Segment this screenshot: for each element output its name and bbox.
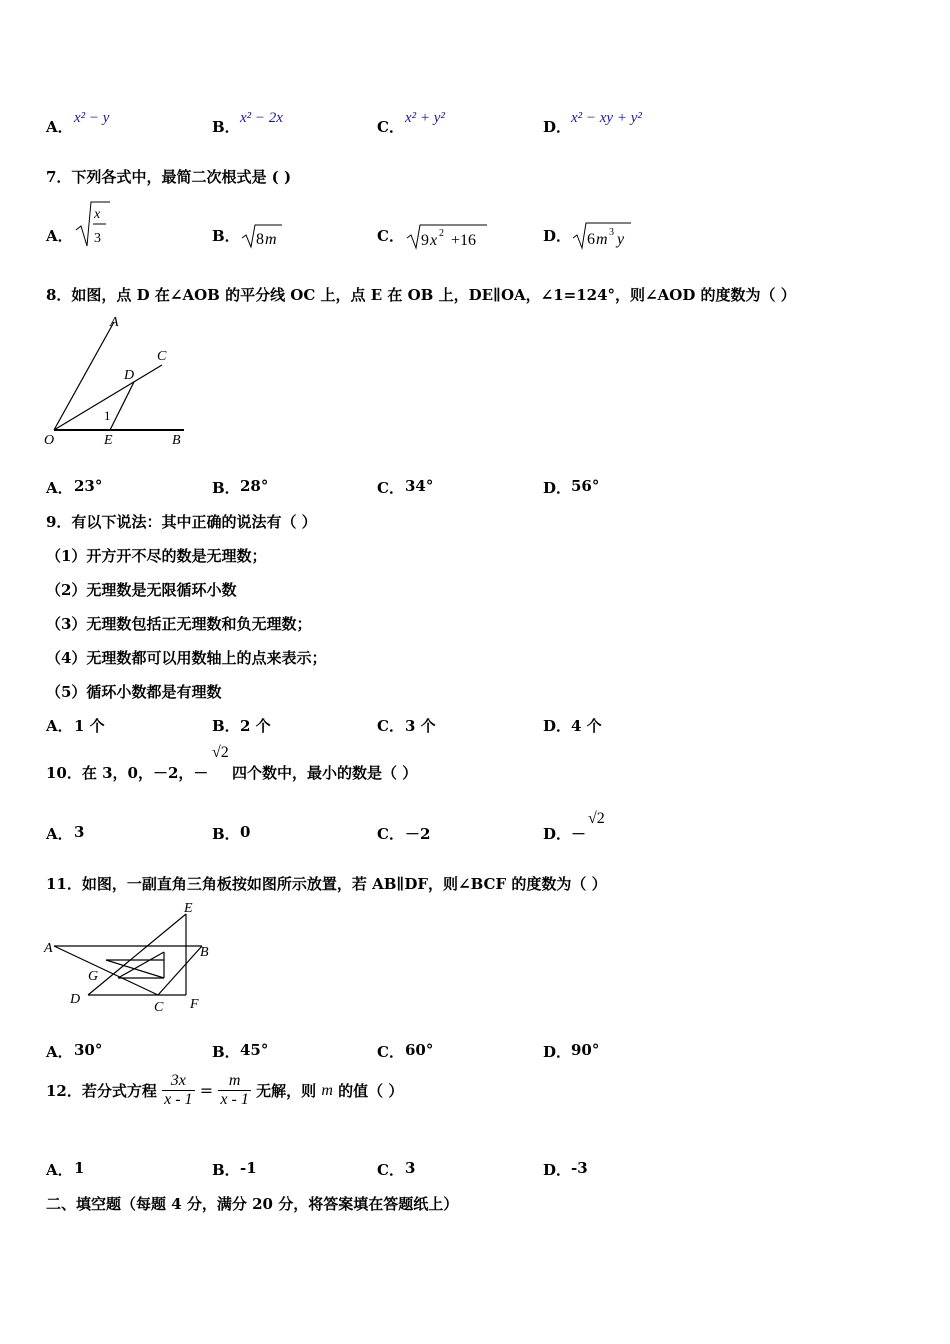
label-o: O (44, 433, 55, 448)
q6-option-c-expr: x² + y² (405, 110, 445, 126)
q7-option-b-expr (240, 222, 284, 250)
q8-stem: 8．如图，点 D 在∠AOB 的平分线 OC 上，点 E 在 OB 上，DE∥OA，∠1=124°，则∠AOD 的度数为（ ） (46, 286, 796, 304)
label-g: G (88, 969, 99, 984)
q11-option-d-letter: D． (543, 1043, 572, 1061)
label-angle-1: 1 (104, 408, 111, 423)
q10-stem-radical: √2 (212, 744, 229, 761)
q11-option-d-text: 90° (571, 1041, 600, 1059)
q8-option-b-text: 28° (240, 477, 269, 495)
q12-option-a-letter: A． (46, 1161, 73, 1179)
q7-option-d-letter: D． (543, 227, 572, 245)
q12-option-a-text: 1 (74, 1159, 85, 1177)
svg-text:+16: +16 (451, 232, 477, 249)
segment-de (88, 914, 186, 995)
q10-option-d-letter: D． (543, 825, 572, 843)
segment-ac (54, 946, 158, 995)
svg-text:m: m (265, 231, 277, 248)
q6-option-a-letter: A． (46, 118, 73, 136)
q9-statement-4: （4）无理数都可以用数轴上的点来表示； (46, 649, 327, 667)
q12-equals: = (199, 1081, 214, 1100)
svg-text:3: 3 (609, 227, 614, 238)
q6-option-d-expr: x² − xy + y² (571, 110, 642, 126)
svg-text:6: 6 (587, 231, 595, 248)
q9-option-b-letter: B． (212, 717, 240, 735)
q8-option-c-letter: C． (377, 479, 404, 497)
q11-figure (40, 898, 220, 1020)
q8-option-b-letter: B． (212, 479, 240, 497)
svg-text:x: x (430, 232, 438, 249)
q12-fraction-right (218, 1072, 250, 1109)
q8-option-c-text: 34° (405, 477, 434, 495)
label-d: D (70, 992, 81, 1007)
svg-text:2: 2 (439, 228, 444, 239)
q12-frac2-denominator: x - 1 (220, 1091, 249, 1108)
q11-option-c-letter: C． (377, 1043, 404, 1061)
q12-stem-prefix: 12．若分式方程 (46, 1082, 157, 1100)
q11-option-c-text: 60° (405, 1041, 434, 1059)
q12-fraction-left (162, 1072, 194, 1109)
q9-option-c-text: 3 个 (405, 717, 436, 735)
q10-option-a-letter: A． (46, 825, 73, 843)
label-e: E (104, 433, 113, 448)
q11-option-b-text: 45° (240, 1041, 269, 1059)
q9-option-d-text: 4 个 (571, 717, 602, 735)
q7-option-b-letter: B． (212, 227, 240, 245)
label-b: B (200, 945, 209, 960)
label-a: A (110, 315, 119, 330)
q7-stem: 7．下列各式中，最简二次根式是 ( ) (46, 168, 292, 186)
q8-option-d-text: 56° (571, 477, 600, 495)
q9-option-a-letter: A． (46, 717, 73, 735)
q10-option-c-letter: C． (377, 825, 404, 843)
q12-option-d-text: -3 (571, 1159, 588, 1177)
q11-option-a-text: 30° (74, 1041, 103, 1059)
q9-option-a-text: 1 个 (74, 717, 105, 735)
q11-option-b-letter: B． (212, 1043, 240, 1061)
q7-option-a-letter: A． (46, 227, 73, 245)
q11-option-a-letter: A． (46, 1043, 73, 1061)
segment-bc (158, 946, 202, 995)
q7-option-a-expr (74, 198, 114, 250)
q6-option-c-letter: C． (377, 118, 404, 136)
svg-text:8: 8 (256, 231, 264, 248)
label-c: C (157, 349, 167, 364)
label-b: B (172, 433, 181, 448)
q9-statement-1: （1）开方开不尽的数是无理数； (46, 547, 267, 565)
q12-option-c-text: 3 (405, 1159, 416, 1177)
label-c: C (154, 1000, 164, 1015)
q12-frac2-numerator: m (218, 1072, 250, 1091)
q10-option-a-text: 3 (74, 823, 85, 841)
q8-option-a-text: 23° (74, 477, 103, 495)
q12-stem-suffix-a: 无解，则 (256, 1082, 317, 1100)
q9-option-b-text: 2 个 (240, 717, 271, 735)
q11-stem: 11．如图，一副直角三角板按如图所示放置，若 AB∥DF，则∠BCF 的度数为（ ） (46, 875, 607, 893)
q6-option-d-letter: D． (543, 118, 572, 136)
q10-stem-suffix: 四个数中，最小的数是（ ） (232, 764, 418, 782)
q10-stem-prefix: 10．在 3，0，－2，－ (46, 764, 209, 782)
svg-text:x: x (94, 207, 101, 222)
q6-option-b-expr: x² − 2x (240, 110, 283, 126)
q9-statement-5: （5）循环小数都是有理数 (46, 683, 222, 701)
q12-frac1-numerator: 3x (162, 1072, 194, 1091)
q7-option-d-expr (571, 220, 633, 250)
q9-option-c-letter: C． (377, 717, 404, 735)
q9-option-d-letter: D． (543, 717, 572, 735)
q12-option-d-letter: D． (543, 1161, 572, 1179)
svg-text:9: 9 (421, 232, 429, 249)
q10-option-b-letter: B． (212, 825, 240, 843)
q12-option-c-letter: C． (377, 1161, 404, 1179)
svg-text:m: m (596, 231, 608, 248)
q6-option-a-expr: x² − y (74, 110, 110, 126)
q12-stem (46, 1072, 403, 1109)
label-d: D (124, 368, 135, 383)
label-a: A (44, 941, 53, 956)
q8-option-d-letter: D． (543, 479, 572, 497)
q8-option-a-letter: A． (46, 479, 73, 497)
q12-option-b-text: -1 (240, 1159, 257, 1177)
q10-option-c-text: －2 (405, 825, 431, 843)
q9-statement-3: （3）无理数包括正无理数和负无理数； (46, 615, 312, 633)
q9-stem: 9．有以下说法：其中正确的说法有（ ） (46, 513, 317, 531)
q12-stem-suffix-b: 的值（ ） (338, 1082, 404, 1100)
q12-var-m: m (321, 1081, 333, 1099)
q6-option-b-letter: B． (212, 118, 240, 136)
q10-option-d-text: － (571, 825, 587, 843)
q10-option-d-radical: √2 (588, 810, 605, 827)
q7-option-c-letter: C． (377, 227, 404, 245)
q9-statement-2: （2）无理数是无限循环小数 (46, 581, 237, 599)
q8-figure (40, 308, 200, 450)
q12-option-b-letter: B． (212, 1161, 240, 1179)
q10-option-b-text: 0 (240, 823, 251, 841)
section-2-heading: 二、填空题（每题 4 分，满分 20 分，将答案填在答题纸上） (46, 1195, 459, 1213)
svg-text:3: 3 (94, 231, 101, 246)
q7-option-c-expr (405, 222, 489, 252)
svg-text:y: y (617, 231, 625, 248)
q12-frac1-denominator: x - 1 (164, 1091, 193, 1108)
label-f: F (190, 997, 199, 1012)
label-e: E (184, 901, 193, 916)
